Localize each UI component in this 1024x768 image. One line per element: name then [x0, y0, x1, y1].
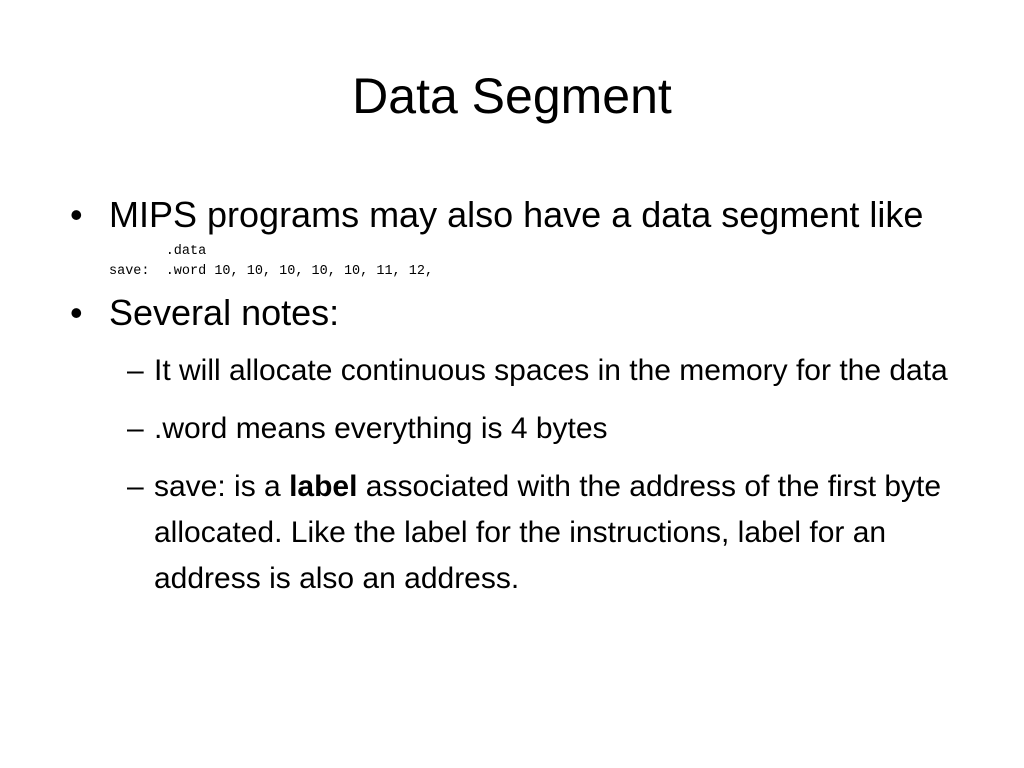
sub-bullet-text-before: save: is a — [154, 470, 290, 503]
dash-icon: – — [127, 470, 144, 503]
bullet-text: Several notes: — [109, 292, 340, 333]
slide-title: Data Segment — [352, 68, 672, 124]
bullet-item-mips — [70, 192, 970, 238]
sub-bullet-text: .word means everything is 4 bytes — [154, 412, 608, 445]
slide-content — [70, 192, 970, 602]
sub-bullet-text-bold: label — [289, 470, 358, 503]
bullet-item-notes — [70, 290, 970, 336]
sub-bullet-allocate — [70, 348, 970, 394]
code-line: .data — [109, 244, 207, 259]
bullet-dot-icon: • — [70, 292, 83, 333]
sub-bullet-text: It will allocate continuous spaces in the memory for the data — [154, 354, 948, 387]
bullet-text: MIPS programs may also have a data segment like — [109, 194, 924, 235]
dash-icon: – — [127, 412, 144, 445]
dash-icon: – — [127, 354, 144, 387]
sub-bullet-label — [70, 464, 970, 602]
code-block — [109, 242, 970, 282]
bullet-dot-icon: • — [70, 194, 83, 235]
code-line: save: .word 10, 10, 10, 10, 10, 11, 12, — [109, 264, 434, 279]
sub-bullet-text-after: associated with the address of the first byte allocated. Like the label for the instructions, label for an address is also an address. — [154, 470, 942, 595]
sub-bullet-word — [70, 406, 970, 452]
